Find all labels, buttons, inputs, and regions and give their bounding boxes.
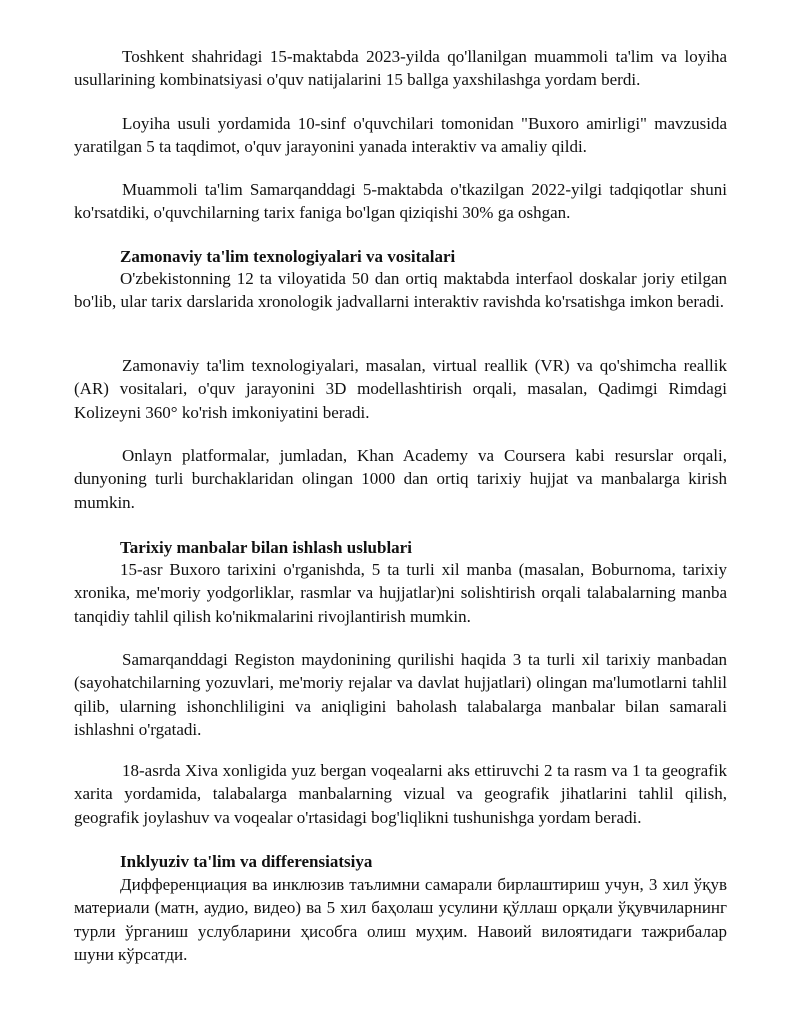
heading-historical-sources: Tarixiy manbalar bilan ishlash uslublari xyxy=(120,538,412,557)
paragraph-khiva-sources: 18-asrda Xiva xonligida yuz bergan voqealarni aks ettiruvchi 2 ta rasm va 1 ta geografik xarita yordamida, talabalarga manbalarning vizual va geografik jihatlarini tahlil qilish, geografik joylashuv va voqealar o'rtasidagi bog'liqlikni tushunishga yordam beradi. xyxy=(74,761,727,827)
paragraph-interactive-boards: O'zbekistonning 12 ta viloyatida 50 dan ortiq maktabda interfaol doskalar joriy etilgan bo'lib, ular tarix darslarida xronologik jadvallarni interaktiv ravishda ko'rsatishga imkon beradi. xyxy=(74,269,727,312)
heading-modern-technologies: Zamonaviy ta'lim texnologiyalari va vositalari xyxy=(120,247,456,266)
paragraph-online-platforms: Onlayn platformalar, jumladan, Khan Academy va Coursera kabi resurslar orqali, dunyoning turli burchaklaridan olingan 1000 dan ortiq tarixiy hujjat va manbalarga kirish mumkin. xyxy=(74,446,727,512)
heading-inclusive-education: Inklyuziv ta'lim va differensiatsiya xyxy=(120,852,373,871)
paragraph-vr-ar: Zamonaviy ta'lim texnologiyalari, masalan, virtual reallik (VR) va qo'shimcha reallik (AR) vositalari, o'quv jarayonini 3D modellashtirish orqali, masalan, Qadimgi Rimdagi Kolizeyni 360° ko'rish imkoniyatini beradi. xyxy=(74,356,727,422)
paragraph-bukhara-sources: 15-asr Buxoro tarixini o'rganishda, 5 ta turli xil manba (masalan, Boburnoma, tarixiy xronika, me'moriy yodgorliklar, rasmlar va hujjatlar)ni solishtirish orqali talabalarning manba tanqidiy tahlil qilish ko'nikmalarini rivojlantirish mumkin. xyxy=(74,560,727,626)
paragraph-tashkent-school: Toshkent shahridagi 15-maktabda 2023-yilda qo'llanilgan muammoli ta'lim va loyiha usullarining kombinatsiyasi o'quv natijalarini 15 ballga yaxshilashga yordam berdi. xyxy=(74,47,727,90)
paragraph-project-method: Loyiha usuli yordamida 10-sinf o'quvchilari tomonidan "Buxoro amirligi" mavzusida yaratilgan 5 ta taqdimot, o'quv jarayonini yanada interaktiv va amaliy qildi. xyxy=(74,114,727,157)
paragraph-registan-sources: Samarqanddagi Registon maydonining qurilishi haqida 3 ta turli xil tarixiy manbadan (sayohatchilarning yozuvlari, me'moriy rejalar va davlat hujjatlari) olingan ma'lumotlarni tahlil qilib, ularning ishonchliligini va aniqligini baholash talabalarga manbalar bilan samarali ishlashni o'rgatadi. xyxy=(74,650,727,740)
paragraph-differentiation: Дифференциация ва инклюзив таълимни самарали бирлаштириш учун, 3 хил ўқув материали (матн, аудио, видео) ва 5 хил баҳолаш усулини қўллаш орқали ўқувчиларнинг турли ўрганиш услубларини ҳисобга олиш муҳим. Навоий вилоятидаги тажрибалар шуни кўрсатди. xyxy=(74,875,727,965)
paragraph-samarkand-research: Muammoli ta'lim Samarqanddagi 5-maktabda o'tkazilgan 2022-yilgi tadqiqotlar shuni ko'rsatdiki, o'quvchilarning tarix faniga bo'lgan qiziqishi 30% ga oshgan. xyxy=(74,180,727,223)
